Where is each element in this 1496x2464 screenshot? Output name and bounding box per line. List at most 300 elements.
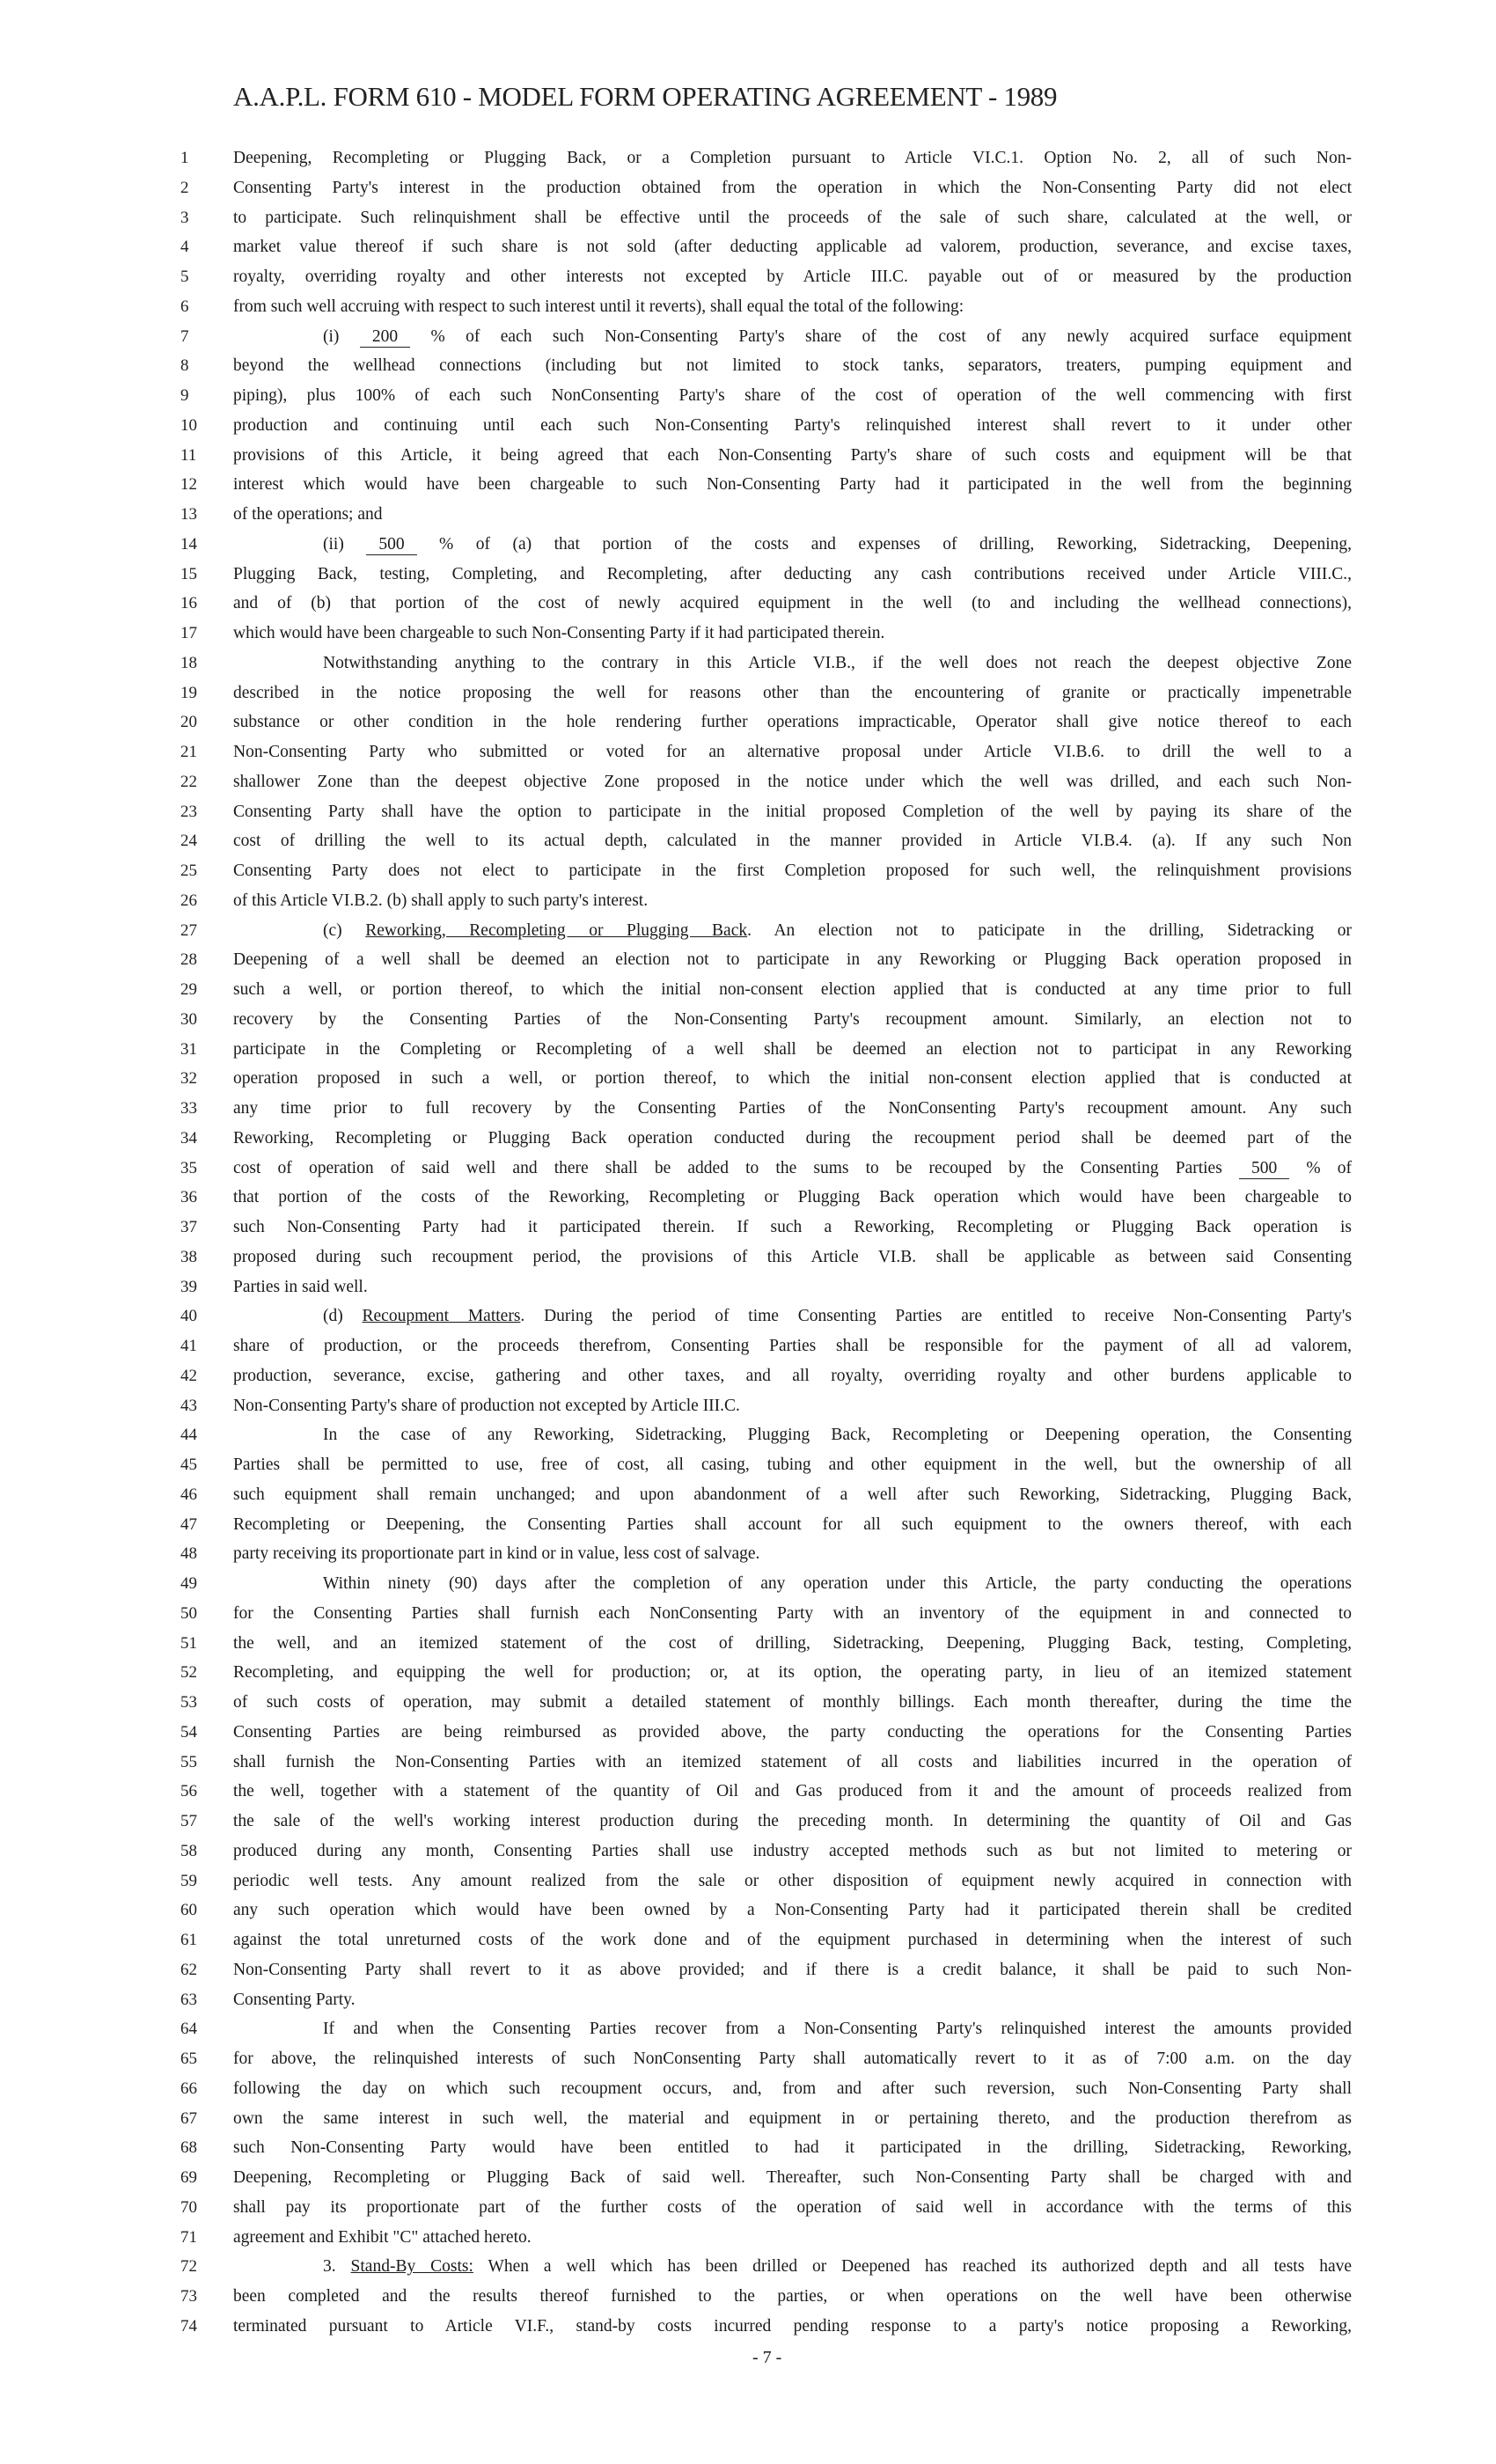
document-line xyxy=(0,500,1496,530)
text-segment: 3. xyxy=(323,2257,351,2277)
line-text xyxy=(233,619,1352,649)
document-line xyxy=(0,1154,1496,1184)
document-line xyxy=(0,381,1496,411)
line-number: 9 xyxy=(180,386,189,405)
text-segment: Deepening, Recompleting or Plugging Back, or a Completion pursuant to Article VI.C.1. Option No. 2, all of such Non- xyxy=(233,149,1352,167)
line-text xyxy=(233,797,1352,827)
document-body xyxy=(0,143,1496,2342)
line-number: 53 xyxy=(180,1693,197,1712)
document-line xyxy=(0,1658,1496,1688)
line-text xyxy=(233,560,1352,590)
document-line xyxy=(0,1539,1496,1569)
text-segment: % of each such Non-Consenting Party's share of the cost of any newly acquired surface equipment xyxy=(410,326,1352,346)
line-number: 30 xyxy=(180,1009,197,1029)
line-text xyxy=(323,2252,1352,2282)
line-number: 7 xyxy=(180,326,189,346)
document-line xyxy=(0,2133,1496,2163)
line-number: 58 xyxy=(180,1841,197,1860)
text-segment: Consenting Party shall have the option to participate in the initial proposed Completion of the well by paying its share of the xyxy=(233,802,1352,821)
line-number: 72 xyxy=(180,2257,197,2277)
document-line xyxy=(0,886,1496,916)
document-title: A.A.P.L. FORM 610 - MODEL FORM OPERATING AGREEMENT - 1989 xyxy=(233,81,1058,112)
line-number: 70 xyxy=(180,2197,197,2217)
text-segment: such Non-Consenting Party had it participated therein. If such a Reworking, Recompleting or Plugging Back operation is xyxy=(233,1218,1352,1236)
text-segment: (d) xyxy=(323,1307,363,1326)
document-line xyxy=(0,589,1496,619)
text-segment: described in the notice proposing the well for reasons other than the encountering of granite or practically impenetrable xyxy=(233,683,1352,702)
line-number: 74 xyxy=(180,2316,197,2336)
text-segment: If and when the Consenting Parties recover from a Non-Consenting Party's relinquished interest the amounts provided xyxy=(323,2020,1352,2039)
text-segment: periodic well tests. Any amount realized from the sale or other disposition of equipment newly acquired in connection with xyxy=(233,1871,1352,1890)
line-number: 49 xyxy=(180,1574,197,1593)
document-line xyxy=(0,262,1496,292)
text-segment: for the Consenting Parties shall furnish each NonConsenting Party with an inventory of the equipment in and connected to xyxy=(233,1603,1352,1623)
line-text xyxy=(233,1243,1352,1272)
document-line xyxy=(0,737,1496,767)
line-number: 55 xyxy=(180,1752,197,1771)
line-text xyxy=(233,1866,1352,1896)
text-segment: (c) xyxy=(323,920,366,940)
line-number: 14 xyxy=(180,534,197,554)
text-segment: market value thereof if such share is not sold (after deducting applicable ad valorem, production, severance, and excise taxes, xyxy=(233,238,1352,257)
percentage-blank-field: 500 xyxy=(366,535,416,555)
document-line xyxy=(0,2282,1496,2312)
line-text xyxy=(233,1094,1352,1124)
text-segment: beyond the wellhead connections (including but not limited to stock tanks, separators, treaters, pumping equipment and xyxy=(233,356,1352,376)
line-number: 35 xyxy=(180,1158,197,1177)
line-text xyxy=(323,2014,1352,2044)
document-line xyxy=(0,1035,1496,1065)
line-text xyxy=(233,1183,1352,1213)
line-text xyxy=(233,1154,1352,1184)
document-line xyxy=(0,767,1496,797)
line-text xyxy=(233,2312,1352,2342)
text-segment: for above, the relinquished interests of such NonConsenting Party shall automatically revert to it as of 7:00 a.m. on the day xyxy=(233,2050,1352,2068)
line-number: 67 xyxy=(180,2108,197,2128)
text-segment: (ii) xyxy=(323,534,367,554)
document-line xyxy=(0,1688,1496,1718)
text-segment: share of production, or the proceeds therefrom, Consenting Parties shall be responsible for the payment of all ad valorem, xyxy=(233,1337,1352,1355)
line-text xyxy=(233,2044,1352,2074)
document-line xyxy=(0,1955,1496,1985)
text-segment: % of xyxy=(1289,1158,1352,1177)
document-line xyxy=(0,1450,1496,1480)
text-segment: produced during any month, Consenting Parties shall use industry accepted methods such as but not limited to metering or xyxy=(233,1841,1352,1860)
line-text xyxy=(233,1035,1352,1065)
text-segment: such Non-Consenting Party would have been entitled to had it participated in the drilling, Sidetracking, Reworking, xyxy=(233,2138,1352,2158)
line-text xyxy=(323,1420,1352,1450)
document-line xyxy=(0,173,1496,203)
line-text xyxy=(233,1599,1352,1629)
document-line xyxy=(0,1777,1496,1807)
document-line xyxy=(0,1569,1496,1599)
text-segment: royalty, overriding royalty and other interests not excepted by Article III.C. payable out of or measured by the production xyxy=(233,268,1352,286)
line-text xyxy=(233,1777,1352,1807)
line-number: 44 xyxy=(180,1426,197,1445)
line-number: 32 xyxy=(180,1069,197,1089)
text-segment: of this Article VI.B.2. (b) shall apply to such party's interest. xyxy=(233,891,649,910)
line-text xyxy=(233,232,1352,262)
line-text xyxy=(233,945,1352,975)
line-text xyxy=(233,441,1352,471)
text-segment: Plugging Back, testing, Completing, and Recompleting, after deducting any cash contributions received under Article VIII.C., xyxy=(233,564,1352,583)
line-number: 28 xyxy=(180,950,197,970)
text-segment: own the same interest in such well, the material and equipment in or pertaining thereto, and the production therefrom as xyxy=(233,2108,1352,2128)
text-segment: such a well, or portion thereof, to which the initial non-consent election applied that is conducted at any time prior to full xyxy=(233,980,1352,999)
line-number: 68 xyxy=(180,2138,197,2158)
line-text xyxy=(233,1748,1352,1778)
text-segment: such equipment shall remain unchanged; and upon abandonment of a well after such Reworking, Sidetracking, Plugging Back, xyxy=(233,1485,1352,1504)
document-line xyxy=(0,1213,1496,1243)
line-number: 4 xyxy=(180,238,189,257)
document-line xyxy=(0,2252,1496,2282)
text-segment: . During the period of time Consenting Parties are entitled to receive Non-Consenting Party's xyxy=(520,1307,1352,1326)
text-segment: agreement and Exhibit "C" attached hereto. xyxy=(233,2227,532,2247)
line-text xyxy=(233,678,1352,708)
text-segment: interest which would have been chargeable to such Non-Consenting Party had it participated in the well from the beginning xyxy=(233,475,1352,495)
document-line xyxy=(0,1183,1496,1213)
document-line xyxy=(0,1748,1496,1778)
text-segment: any time prior to full recovery by the Consenting Parties of the NonConsenting Party's recoupment amount. Any such xyxy=(233,1099,1352,1118)
line-number: 63 xyxy=(180,1990,197,2009)
document-line xyxy=(0,1064,1496,1094)
document-line xyxy=(0,678,1496,708)
text-segment: terminated pursuant to Article VI.F., stand-by costs incurred pending response to a party's notice proposing a Reworking, xyxy=(233,2316,1352,2336)
document-line xyxy=(0,411,1496,441)
text-segment: that portion of the costs of the Reworking, Recompleting or Plugging Back operation which would have been chargeable to xyxy=(233,1188,1352,1207)
text-segment: piping), plus 100% of each such NonConsenting Party's share of the cost of operation of the well commencing with first xyxy=(233,386,1352,405)
section-heading: Recoupment Matters xyxy=(362,1307,521,1326)
line-text xyxy=(233,1925,1352,1955)
line-text xyxy=(233,1837,1352,1866)
line-text xyxy=(233,1955,1352,1985)
line-number: 10 xyxy=(180,415,197,435)
document-line xyxy=(0,619,1496,649)
line-number: 13 xyxy=(180,505,197,524)
text-segment: the well, together with a statement of the quantity of Oil and Gas produced from it and the amount of proceeds realized from xyxy=(233,1782,1352,1801)
line-text xyxy=(233,143,1352,173)
line-text xyxy=(233,351,1352,381)
document-line xyxy=(0,232,1496,262)
document-line xyxy=(0,292,1496,322)
text-segment: Notwithstanding anything to the contrary in this Article VI.B., if the well does not reach the deepest objective Zone xyxy=(323,653,1352,672)
document-line xyxy=(0,649,1496,678)
document-line xyxy=(0,2193,1496,2223)
text-segment: Consenting Party. xyxy=(233,1990,356,2009)
line-number: 6 xyxy=(180,297,189,316)
line-number: 17 xyxy=(180,624,197,642)
document-line xyxy=(0,856,1496,886)
line-text xyxy=(233,1658,1352,1688)
line-text xyxy=(233,500,1352,530)
line-number: 19 xyxy=(180,683,197,702)
document-line xyxy=(0,1480,1496,1510)
text-segment: Deepening of a well shall be deemed an election not to participate in any Reworking or Plugging Back operation proposed in xyxy=(233,950,1352,970)
line-number: 29 xyxy=(180,980,197,999)
text-segment: proposed during such recoupment period, the provisions of this Article VI.B. shall be applicable as between said Consenting xyxy=(233,1247,1352,1266)
document-line xyxy=(0,975,1496,1005)
text-segment: production and continuing until each such Non-Consenting Party's relinquished interest shall revert to it under other xyxy=(233,415,1352,435)
line-number: 39 xyxy=(180,1277,197,1296)
line-text xyxy=(233,1064,1352,1094)
line-number: 34 xyxy=(180,1128,197,1148)
document-line xyxy=(0,1302,1496,1331)
text-segment: recovery by the Consenting Parties of the Non-Consenting Party's recoupment amount. Similarly, an election not to xyxy=(233,1009,1352,1029)
line-text xyxy=(233,708,1352,737)
line-text xyxy=(233,470,1352,500)
line-number: 12 xyxy=(180,475,197,495)
line-number: 54 xyxy=(180,1722,197,1742)
line-number: 62 xyxy=(180,1960,197,1979)
line-text xyxy=(233,856,1352,886)
text-segment: Reworking, Recompleting or Plugging Back operation conducted during the recoupment period shall be deemed part of the xyxy=(233,1128,1352,1148)
document-line xyxy=(0,203,1496,233)
line-text xyxy=(323,322,1352,352)
text-segment: the sale of the well's working interest production during the preceding month. In determining the quantity of Oil and Gas xyxy=(233,1812,1352,1830)
line-text xyxy=(233,1391,1352,1421)
line-text xyxy=(233,1005,1352,1035)
document-line xyxy=(0,2223,1496,2253)
line-number: 11 xyxy=(180,445,197,465)
line-number: 42 xyxy=(180,1366,197,1385)
document-line xyxy=(0,2104,1496,2134)
line-number: 64 xyxy=(180,2020,197,2039)
line-number: 41 xyxy=(180,1337,197,1355)
text-segment: Non-Consenting Party who submitted or voted for an alternative proposal under Article VI.B.6. to drill the well to a xyxy=(233,743,1352,761)
section-heading: Reworking, Recompleting or Plugging Back xyxy=(365,920,748,940)
document-line xyxy=(0,2074,1496,2104)
line-number: 61 xyxy=(180,1931,197,1949)
text-segment: any such operation which would have been owned by a Non-Consenting Party had it participated therein shall be credited xyxy=(233,1901,1352,1920)
document-line xyxy=(0,322,1496,352)
line-text xyxy=(233,1985,1352,2015)
line-text xyxy=(233,975,1352,1005)
line-text xyxy=(233,1688,1352,1718)
line-text xyxy=(233,1629,1352,1659)
line-text xyxy=(323,649,1352,678)
line-text xyxy=(233,381,1352,411)
document-line xyxy=(0,916,1496,946)
line-number: 71 xyxy=(180,2227,197,2247)
line-text xyxy=(323,1302,1352,1331)
line-text xyxy=(233,1718,1352,1748)
line-text xyxy=(233,1272,1352,1302)
text-segment: (i) xyxy=(323,326,360,346)
document-line xyxy=(0,1331,1496,1361)
line-number: 23 xyxy=(180,802,197,821)
line-number: 37 xyxy=(180,1218,197,1236)
text-segment: Parties in said well. xyxy=(233,1277,368,1296)
line-text xyxy=(233,589,1352,619)
document-line xyxy=(0,1510,1496,1540)
text-segment: When a well which has been drilled or Deepened has reached its authorized depth and all tests have xyxy=(473,2257,1353,2277)
line-number: 43 xyxy=(180,1396,197,1415)
text-segment: Recompleting, and equipping the well for production; or, at its option, the operating party, in lieu of an itemized statement xyxy=(233,1663,1352,1683)
line-number: 47 xyxy=(180,1514,197,1534)
line-number: 20 xyxy=(180,713,197,732)
text-segment: production, severance, excise, gathering and other taxes, and all royalty, overriding royalty and other burdens applicable to xyxy=(233,1366,1352,1385)
line-text xyxy=(233,2282,1352,2312)
line-text xyxy=(233,2104,1352,2134)
line-text xyxy=(233,292,1352,322)
document-line xyxy=(0,1866,1496,1896)
line-number: 45 xyxy=(180,1456,197,1474)
document-line xyxy=(0,1361,1496,1391)
document-line xyxy=(0,351,1496,381)
line-number: 26 xyxy=(180,891,197,910)
text-segment: In the case of any Reworking, Sidetracking, Plugging Back, Recompleting or Deepening operation, the Consenting xyxy=(323,1426,1352,1445)
line-number: 24 xyxy=(180,832,197,851)
line-text xyxy=(233,2074,1352,2104)
text-segment: from such well accruing with respect to such interest until it reverts), shall equal the total of the following: xyxy=(233,297,964,316)
line-number: 57 xyxy=(180,1812,197,1830)
line-text xyxy=(233,1331,1352,1361)
line-number: 52 xyxy=(180,1663,197,1683)
line-text xyxy=(233,1213,1352,1243)
line-number: 2 xyxy=(180,178,189,197)
line-text xyxy=(233,2133,1352,2163)
line-text xyxy=(233,2163,1352,2193)
text-segment: Consenting Party's interest in the production obtained from the operation in which the Non-Consenting Party did not elect xyxy=(233,178,1352,197)
line-number: 36 xyxy=(180,1188,197,1207)
document-line xyxy=(0,1985,1496,2015)
text-segment: operation proposed in such a well, or portion thereof, to which the initial non-consent election applied that is conducted at xyxy=(233,1069,1352,1089)
text-segment: shall furnish the Non-Consenting Parties with an itemized statement of all costs and liabilities incurred in the operation of xyxy=(233,1752,1352,1771)
line-text xyxy=(233,203,1352,233)
line-text xyxy=(233,1807,1352,1837)
line-text xyxy=(323,916,1352,946)
line-text xyxy=(233,886,1352,916)
text-segment: Non-Consenting Party's share of production not excepted by Article III.C. xyxy=(233,1396,740,1415)
line-text xyxy=(233,1539,1352,1569)
text-segment: Within ninety (90) days after the completion of any operation under this Article, the party conducting the operations xyxy=(323,1574,1352,1593)
text-segment: shallower Zone than the deepest objective Zone proposed in the notice under which the well was drilled, and each such Non- xyxy=(233,772,1352,791)
line-number: 18 xyxy=(180,653,197,672)
line-text xyxy=(233,2193,1352,2223)
line-text xyxy=(233,173,1352,203)
line-number: 27 xyxy=(180,920,197,940)
document-line xyxy=(0,826,1496,856)
document-line xyxy=(0,1599,1496,1629)
text-segment: of such costs of operation, may submit a detailed statement of monthly billings. Each month thereafter, during the time the xyxy=(233,1693,1352,1712)
document-line xyxy=(0,708,1496,737)
document-line xyxy=(0,143,1496,173)
text-segment: against the total unreturned costs of the work done and of the equipment purchased in determining when the interest of such xyxy=(233,1931,1352,1949)
line-text xyxy=(233,1361,1352,1391)
text-segment: and of (b) that portion of the cost of newly acquired equipment in the well (to and including the wellhead connections), xyxy=(233,594,1352,613)
text-segment: cost of operation of said well and there shall be added to the sums to be recouped by the Consenting Parties xyxy=(233,1158,1239,1177)
text-segment: % of (a) that portion of the costs and expenses of drilling, Reworking, Sidetracking, Deepening, xyxy=(416,534,1352,554)
document-line xyxy=(0,1124,1496,1154)
line-number: 16 xyxy=(180,594,197,613)
line-number: 38 xyxy=(180,1247,197,1266)
line-number: 73 xyxy=(180,2287,197,2306)
line-number: 22 xyxy=(180,772,197,791)
text-segment: . An election not to paticipate in the drilling, Sidetracking or xyxy=(747,920,1352,940)
line-text xyxy=(233,1124,1352,1154)
line-number: 21 xyxy=(180,743,197,761)
line-number: 50 xyxy=(180,1603,197,1623)
line-number: 56 xyxy=(180,1782,197,1801)
line-text xyxy=(233,1480,1352,1510)
document-line xyxy=(0,2014,1496,2044)
line-number: 25 xyxy=(180,862,197,880)
text-segment: party receiving its proportionate part in kind or in value, less cost of salvage. xyxy=(233,1544,760,1564)
line-number: 48 xyxy=(180,1544,197,1564)
line-text xyxy=(323,1569,1352,1599)
text-segment: cost of drilling the well to its actual depth, calculated in the manner provided in Article VI.B.4. (a). If any such Non xyxy=(233,832,1352,851)
line-text xyxy=(233,1896,1352,1925)
line-number: 69 xyxy=(180,2168,197,2187)
text-segment: of the operations; and xyxy=(233,505,383,524)
line-text xyxy=(323,530,1352,560)
line-number: 3 xyxy=(180,208,189,227)
text-segment: participate in the Completing or Recompleting of a well shall be deemed an election not to participat in any Reworking xyxy=(233,1039,1352,1059)
document-line xyxy=(0,1420,1496,1450)
document-line xyxy=(0,945,1496,975)
percentage-blank-field: 200 xyxy=(360,327,410,348)
text-segment: substance or other condition in the hole rendering further operations impracticable, Operator shall give notice thereof to each xyxy=(233,713,1352,732)
document-line xyxy=(0,470,1496,500)
document-line xyxy=(0,2312,1496,2342)
section-heading: Stand-By Costs: xyxy=(350,2257,473,2277)
text-segment: to participate. Such relinquishment shall be effective until the proceeds of the sale of such share, calculated at the well, or xyxy=(233,208,1352,227)
document-line xyxy=(0,1925,1496,1955)
line-number: 51 xyxy=(180,1633,197,1653)
line-text xyxy=(233,767,1352,797)
line-text xyxy=(233,737,1352,767)
line-number: 15 xyxy=(180,564,197,583)
line-number: 59 xyxy=(180,1871,197,1890)
document-line xyxy=(0,1718,1496,1748)
line-text xyxy=(233,411,1352,441)
text-segment: the well, and an itemized statement of the cost of drilling, Sidetracking, Deepening, Plugging Back, testing, Completing, xyxy=(233,1633,1352,1653)
text-segment: following the day on which such recoupment occurs, and, from and after such reversion, such Non-Consenting Party shall xyxy=(233,2079,1352,2098)
document-line xyxy=(0,1837,1496,1866)
text-segment: Deepening, Recompleting or Plugging Back of said well. Thereafter, such Non-Consenting Party shall be charged with and xyxy=(233,2168,1352,2187)
text-segment: been completed and the results thereof furnished to the parties, or when operations on the well have been otherwise xyxy=(233,2287,1352,2306)
line-number: 8 xyxy=(180,356,189,376)
line-number: 60 xyxy=(180,1901,197,1920)
text-segment: Recompleting or Deepening, the Consenting Parties shall account for all such equipment to the owners thereof, with each xyxy=(233,1514,1352,1534)
line-number: 33 xyxy=(180,1099,197,1118)
line-number: 40 xyxy=(180,1307,197,1326)
line-number: 46 xyxy=(180,1485,197,1504)
document-line xyxy=(0,441,1496,471)
line-number: 66 xyxy=(180,2079,197,2098)
document-line xyxy=(0,530,1496,560)
text-segment: shall pay its proportionate part of the further costs of the operation of said well in accordance with the terms of this xyxy=(233,2197,1352,2217)
document-line xyxy=(0,560,1496,590)
text-segment: Consenting Party does not elect to participate in the first Completion proposed for such well, the relinquishment provisions xyxy=(233,862,1352,880)
line-text xyxy=(233,1510,1352,1540)
document-line xyxy=(0,1243,1496,1272)
document-line xyxy=(0,797,1496,827)
line-number: 65 xyxy=(180,2050,197,2068)
line-number: 1 xyxy=(180,149,189,167)
document-line xyxy=(0,1391,1496,1421)
text-segment: Parties shall be permitted to use, free of cost, all casing, tubing and other equipment in the well, but the ownership of all xyxy=(233,1456,1352,1474)
line-text xyxy=(233,1450,1352,1480)
line-number: 5 xyxy=(180,268,189,286)
text-segment: Consenting Parties are being reimbursed as provided above, the party conducting the operations for the Consenting Parties xyxy=(233,1722,1352,1742)
line-number: 31 xyxy=(180,1039,197,1059)
document-line xyxy=(0,1094,1496,1124)
text-segment: Non-Consenting Party shall revert to it as above provided; and if there is a credit balance, it shall be paid to such Non- xyxy=(233,1960,1352,1979)
line-text xyxy=(233,262,1352,292)
text-segment: which would have been chargeable to such Non-Consenting Party if it had participated therein. xyxy=(233,624,885,642)
page-number: - 7 - xyxy=(752,2348,782,2367)
